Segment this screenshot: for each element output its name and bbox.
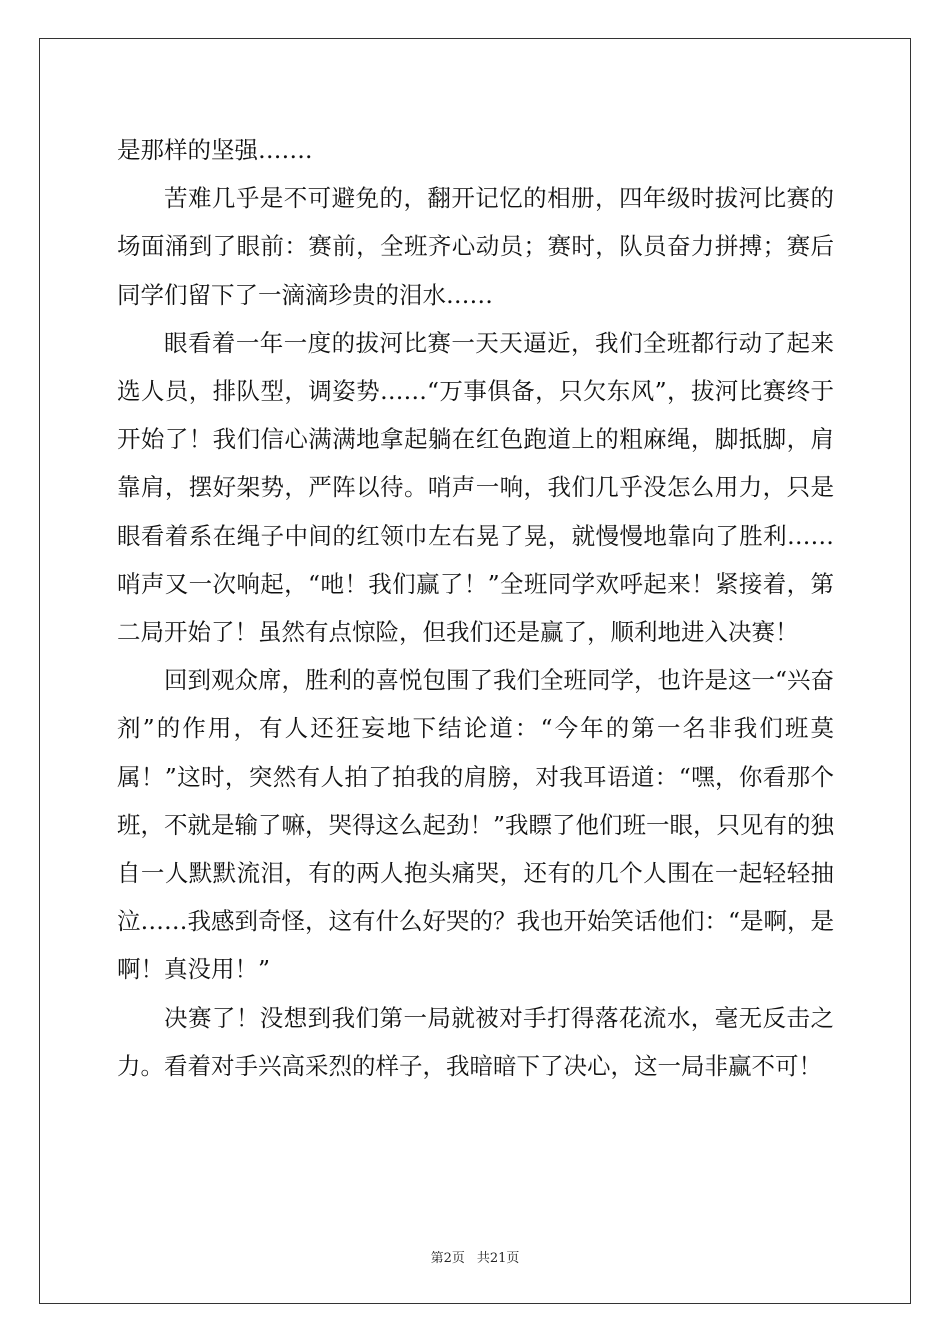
page-number: 第2页 [430,1251,465,1266]
paragraph: 回到观众席，胜利的喜悦包围了我们全班同学，也许是这一“兴奋剂”的作用，有人还狂妄地下结论道：“今年的第一名非我们班莫属！”这时，突然有人拍了拍我的肩膀，对我耳语道：“嘿，你看那个班，不就是输了嘛，哭得这么起劲！”我瞟了他们班一眼，只见有的独自一人默默流泪，有的两人抱头痛哭，还有的几个人围在一起轻轻抽泣……我感到奇怪，这有什么好哭的？我也开始笑话他们：“是啊，是啊！真没用！” [117,666,835,984]
page-footer [0,1247,950,1266]
paragraph: 苦难几乎是不可避免的，翻开记忆的相册，四年级时拔河比赛的场面涌到了眼前：赛前，全班齐心动员；赛时，队员奋力拼搏；赛后同学们留下了一滴滴珍贵的泪水…… [117,184,834,309]
document-body [117,126,834,1090]
paragraph: 决赛了！没想到我们第一局就被对手打得落花流水，毫无反击之力。看着对手兴高采烈的样子，我暗暗下了决心，这一局非赢不可！ [117,1003,834,1080]
paragraph: 眼看着一年一度的拔河比赛一天天逼近，我们全班都行动了起来选人员，排队型，调姿势……“万事俱备，只欠东风”，拔河比赛终于开始了！我们信心满满地拿起躺在红色跑道上的粗麻绳，脚抵脚，肩靠肩，摆好架势，严阵以待。哨声一响，我们几乎没怎么用力，只是眼看着系在绳子中间的红领巾左右晃了晃，就慢慢地靠向了胜利……哨声又一次响起，“吔！我们赢了！”全班同学欢呼起来！紧接着，第二局开始了！虽然有点惊险，但我们还是赢了，顺利地进入决赛！ [117,328,834,647]
paragraph-continued: 是那样的坚强……. [117,136,313,164]
total-pages: 共21页 [476,1251,520,1266]
